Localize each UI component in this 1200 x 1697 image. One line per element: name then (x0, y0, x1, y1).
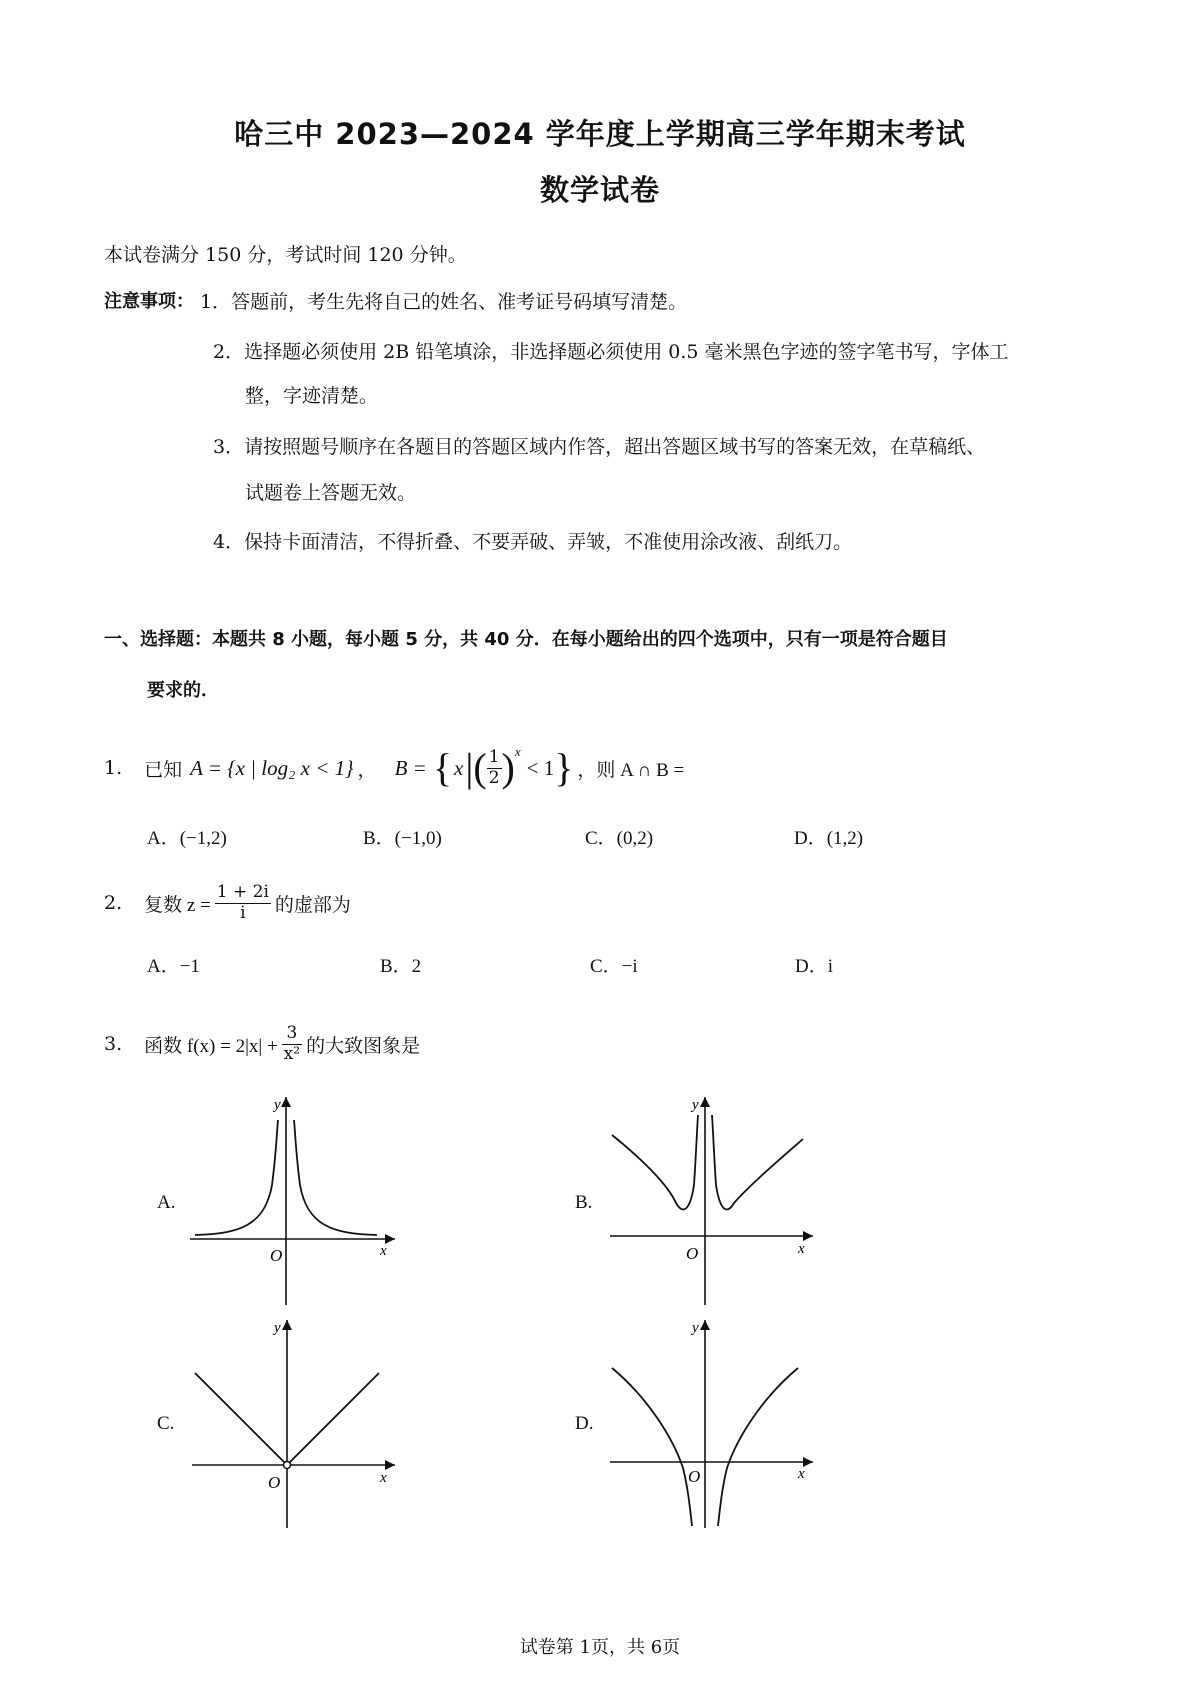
graph-label-a[interactable]: A. (157, 1192, 176, 1213)
set-b-label: B = (394, 755, 427, 780)
curve-left (612, 1115, 698, 1209)
paren-open-glyph: ( (473, 745, 487, 790)
fraction-numerator: 1 + 2i (216, 881, 269, 902)
y-axis-label: y (274, 1097, 281, 1113)
option-a[interactable]: A．(−1,2) (147, 828, 227, 849)
question-number: 3. (104, 1033, 123, 1055)
y-axis-label: y (692, 1097, 699, 1113)
option-b[interactable]: B．(−1,0) (363, 828, 442, 849)
page-subtitle: 数学试卷 (539, 173, 660, 207)
note-item: 整，字迹清楚。 (245, 385, 379, 407)
y-axis-arrow (700, 1097, 710, 1107)
notes-label: 注意事项： (104, 291, 194, 312)
option-c[interactable]: C．−i (590, 956, 638, 977)
brace-close-glyph: } (554, 745, 574, 790)
section-heading: 一、选择题：本题共 8 小题，每小题 5 分，共 40 分．在每小题给出的四个选项中，只有一项是符合题目 (104, 629, 948, 650)
line-right (287, 1373, 379, 1465)
paren-close-glyph: ) (501, 745, 515, 790)
fraction-numerator: 1 (488, 746, 500, 767)
set-a: A = {x | log₂ x < 1} (190, 755, 354, 780)
note-item: 1．答题前，考生先将自己的姓名、准考证号码填写清楚。 (200, 291, 688, 313)
fraction-denominator: 2 (488, 767, 500, 788)
option-b[interactable]: B．2 (380, 956, 422, 977)
x-axis-label: x (798, 1241, 805, 1257)
curve-left (612, 1368, 692, 1526)
graph-d[interactable] (608, 1318, 818, 1528)
x-axis-label: x (380, 1243, 387, 1259)
option-d[interactable]: D．(1,2) (794, 828, 864, 849)
option-c[interactable]: C．(0,2) (585, 828, 654, 849)
page-title: 哈三中 2023—2024 学年度上学期高三学年期末考试 (234, 117, 966, 151)
note-item: 3．请按照题号顺序在各题目的答题区域内作答，超出答题区域书写的答案无效，在草稿纸、 (213, 436, 986, 458)
origin-label: O (270, 1246, 283, 1265)
origin-point (284, 1462, 291, 1469)
x-axis-label: x (798, 1466, 805, 1482)
y-axis-label: y (274, 1320, 281, 1336)
exam-intro: 本试卷满分 150 分，考试时间 120 分钟。 (104, 244, 467, 266)
origin-label: O (688, 1467, 701, 1486)
question-2 (104, 876, 351, 930)
graph-label-b[interactable]: B. (575, 1192, 593, 1213)
x-axis-label: x (380, 1470, 387, 1486)
question-prefix: 函数 f(x) = 2|x| + (144, 1035, 278, 1057)
y-axis-label: y (692, 1320, 699, 1336)
fraction (487, 748, 502, 788)
question-3 (104, 1016, 420, 1072)
question-prefix: 已知 (144, 758, 183, 781)
section-heading-cont: 要求的． (147, 680, 219, 701)
fraction-denominator: x² (283, 1043, 301, 1064)
graph-a[interactable] (190, 1095, 400, 1305)
question-suffix: 的虚部为 (274, 893, 351, 916)
brace-open-glyph: { (432, 745, 453, 790)
curve-right (718, 1368, 798, 1526)
set-b-tail: < 1 (526, 755, 555, 780)
curve-right (712, 1115, 803, 1209)
graph-label-d[interactable]: D. (575, 1413, 594, 1434)
page-footer: 试卷第 1页，共 6页 (519, 1637, 681, 1658)
curve-right (294, 1120, 377, 1235)
graph-b[interactable] (608, 1095, 818, 1305)
origin-label: O (686, 1244, 699, 1263)
fraction-numerator: 3 (282, 1024, 302, 1045)
y-axis-arrow (700, 1320, 710, 1330)
question-number: 2. (104, 892, 123, 914)
y-axis-arrow (281, 1097, 291, 1107)
y-axis-arrow (282, 1320, 292, 1330)
line-left (195, 1373, 287, 1465)
fraction (282, 1024, 302, 1064)
question-then: ，则 A ∩ B = (577, 759, 685, 781)
bar-glyph: | (465, 745, 474, 790)
x-axis-arrow (803, 1231, 813, 1241)
separator: ， (357, 758, 377, 781)
set-b-var: x (454, 755, 464, 780)
graph-label-c[interactable]: C. (157, 1413, 175, 1434)
note-item: 4．保持卡面清洁，不得折叠、不要弄破、弄皱，不准使用涂改液、刮纸刀。 (213, 531, 853, 553)
curve-left (195, 1120, 278, 1235)
question-number: 1. (104, 757, 123, 779)
option-a[interactable]: A．−1 (147, 956, 200, 977)
option-d[interactable]: D．i (795, 956, 834, 977)
exponent: x (514, 744, 521, 759)
fraction (215, 883, 271, 923)
question-1 (104, 738, 684, 798)
note-item: 2．选择题必须使用 2B 铅笔填涂，非选择题必须使用 0.5 毫米黑色字迹的签字笔书写，字体工 (213, 341, 1009, 363)
origin-label: O (268, 1473, 281, 1492)
fraction-denominator: i (240, 902, 246, 923)
question-suffix: 的大致图象是 (306, 1034, 421, 1057)
question-prefix: 复数 z = (144, 894, 211, 916)
graph-c[interactable] (190, 1318, 400, 1528)
note-item: 试题卷上答题无效。 (245, 482, 417, 504)
x-axis-arrow (385, 1460, 395, 1470)
